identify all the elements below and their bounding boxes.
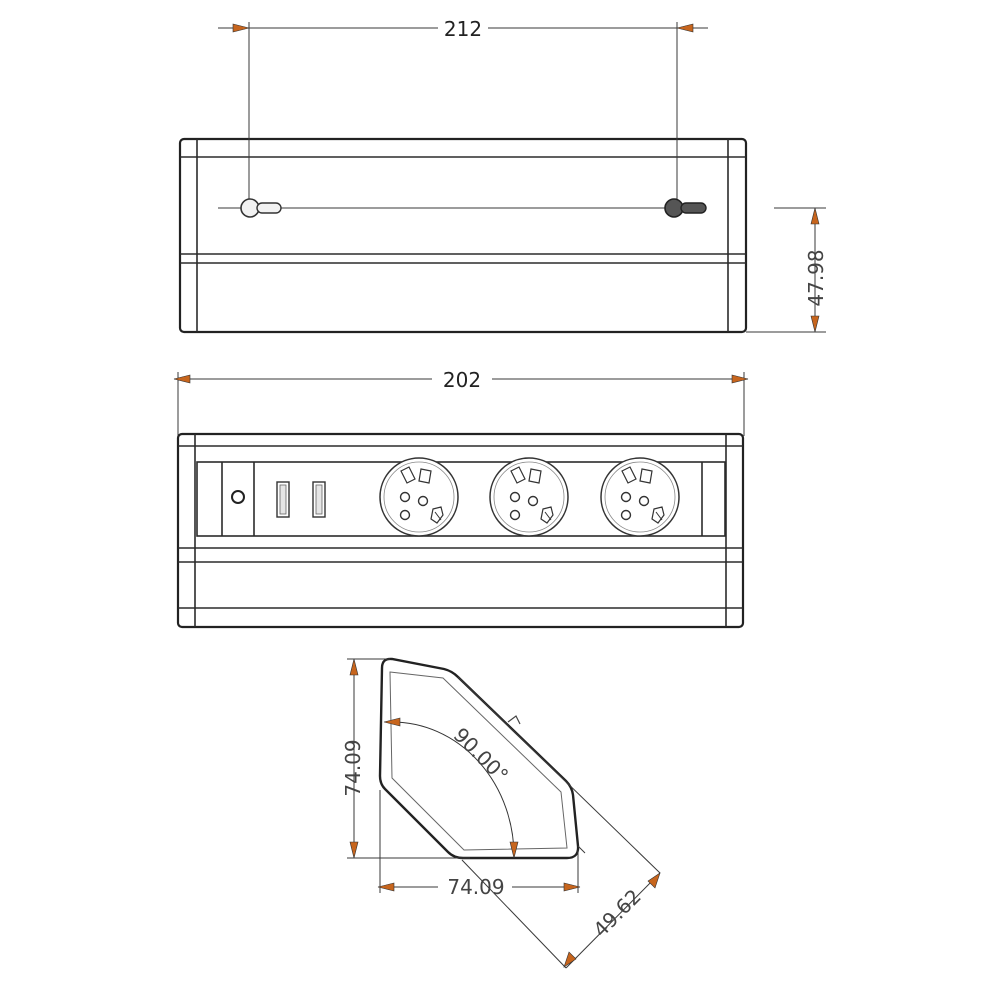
socket-2	[490, 458, 568, 536]
profile-face-label: 49.62	[588, 884, 646, 942]
profile-width-label: 74.09	[447, 875, 505, 899]
height-dimension	[746, 208, 828, 332]
usb-port-1	[277, 482, 289, 517]
power-switch	[232, 491, 244, 503]
length-dimension	[174, 368, 748, 436]
length-label: 202	[442, 368, 482, 392]
top-view	[180, 17, 828, 332]
profile-height-label: 74.09	[341, 739, 365, 797]
angle-label: 90.00°	[448, 722, 514, 788]
height-label: 47.98	[804, 249, 828, 307]
socket-1	[380, 458, 458, 536]
socket-3	[601, 458, 679, 536]
hole-spacing-label: 212	[443, 17, 483, 41]
usb-port-2	[313, 482, 325, 517]
front-view	[174, 368, 748, 627]
side-profile	[341, 659, 660, 968]
